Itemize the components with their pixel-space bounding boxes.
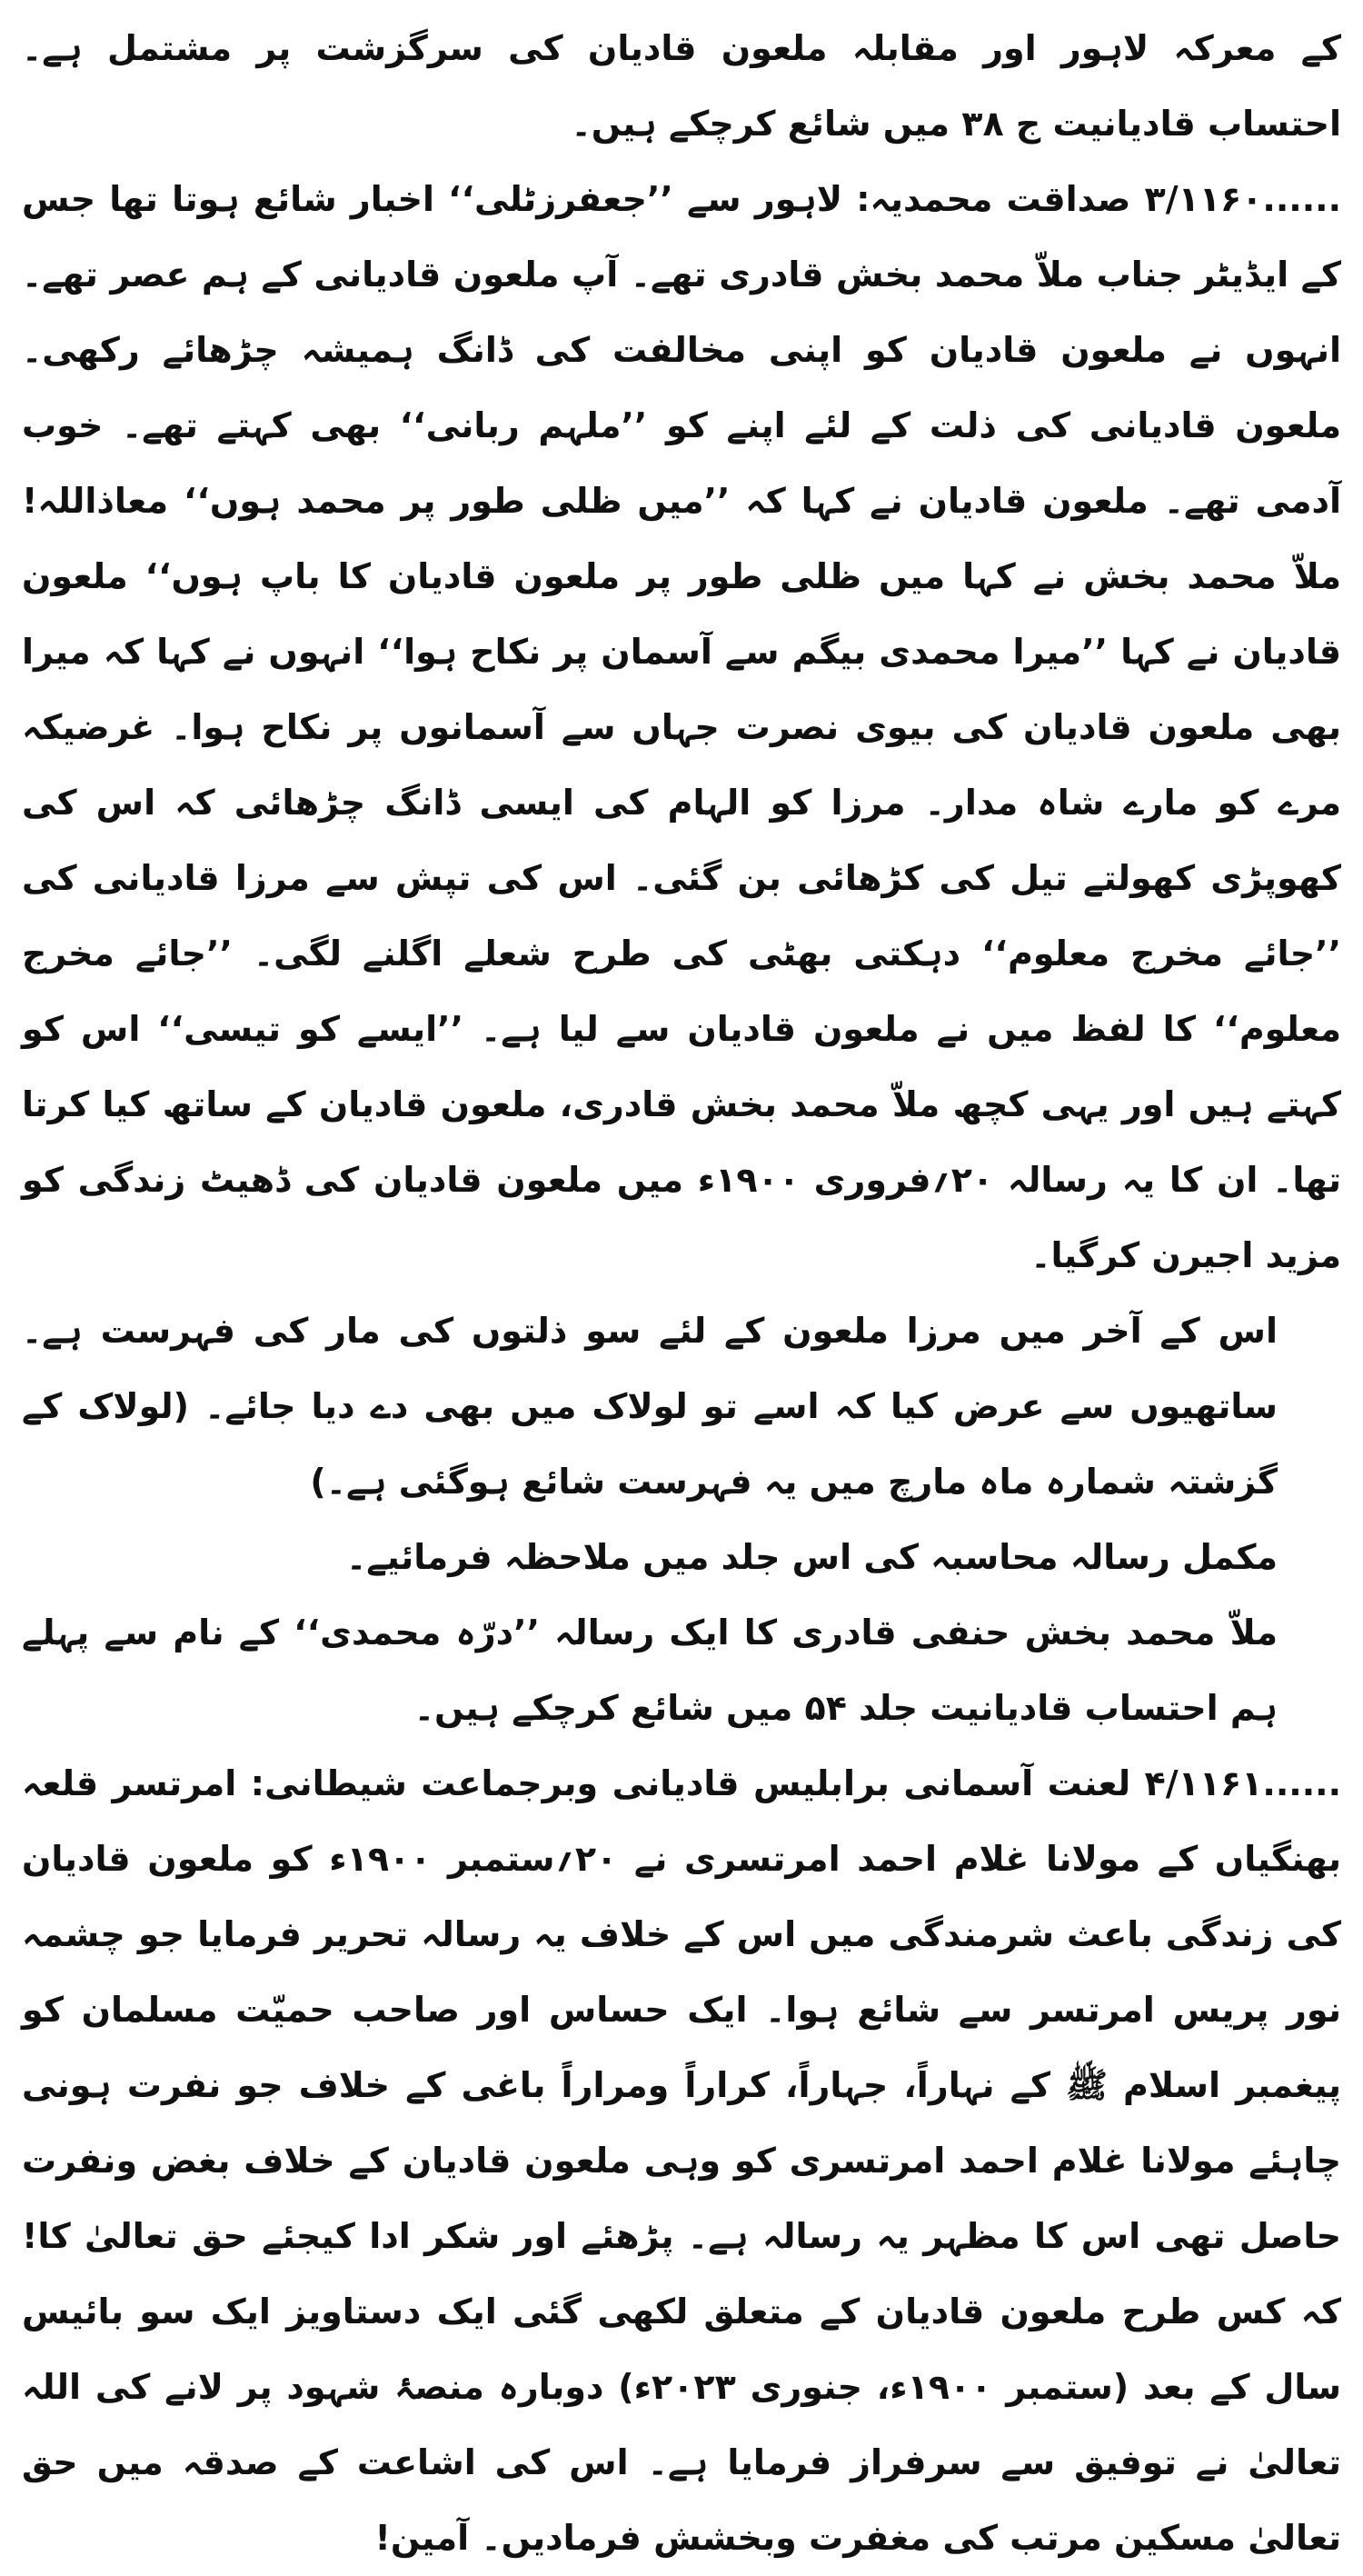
entry-text: لاہور سے ’’جعفرزٹلی‘‘ اخبار شائع ہوتا تھا جس کے ایڈیٹر جناب ملاّ محمد بخش قادری تھے۔ آپ ملعون قادیانی کے ہم عصر تھے۔ انہوں نے ملعون قادیان کو اپنی مخالفت کی ڈانگ ہمیشہ چڑھائے رکھی۔ ملعون قادیانی کی ذلت کے لئے اپنے کو ’’ملہم ربانی‘‘ بھی کہتے تھے۔ خوب آدمی تھے۔ ملعون قادیان نے کہا کہ ’’میں ظلی طور پر محمد ہوں‘‘ معاذاللہ! ملاّ محمد بخش نے کہا میں ظلی طور پر ملعون قادیان کا باپ ہوں‘‘ ملعون قادیان نے کہا ’’میرا محمدی بیگم سے آسمان پر نکاح ہوا‘‘ انہوں نے کہا کہ میرا بھی ملعون قادیان کی بیوی نصرت جہاں سے آسمانوں پر نکاح ہوا۔ غرضیکہ مرے کو مارے شاہ مدار۔ مرزا کو الہام کی ایسی ڈانگ چڑھائی کہ اس کی کھوپڑی کھولتے تیل کی کڑھائی بن گئی۔ اس کی تپش سے مرزا قادیانی کی ’’جائے مخرج معلوم‘‘ دہکتی بھٹی کی طرح شعلے اگلنے لگی۔ ’’جائے مخرج معلوم‘‘ کا لفظ میں نے ملعون قادیان سے لیا ہے۔ ’’ایسے کو تیسی‘‘ اس کو کہتے ہیں اور یہی کچھ ملاّ محمد بخش قادری، ملعون قادیان کے ساتھ کیا کرتا تھا۔ ان کا یہ رسالہ ۲۰؍فروری ۱۹۰۰ء میں ملعون قادیان کی ڈھیٹ زندگی کو مزید اجیرن کرگیا۔ <box>22 179 1342 1275</box>
paragraph-text: کے معرکہ لاہور اور مقابلہ ملعون قادیان کی سرگزشت پر مشتمل ہے۔ احتساب قادیانیت ج ۳۸ میں شائع کرچکے ہیں۔ <box>22 28 1341 144</box>
paragraph-text: مکمل رسالہ محاسبہ کی اس جلد میں ملاحظہ فرمائیے۔ <box>346 1537 1278 1577</box>
entry-heading: لعنت آسمانی برابلیس قادیانی وبرجماعت شیطانی: <box>250 1763 1131 1803</box>
entry-heading: صداقت محمدیہ: <box>856 179 1131 219</box>
paragraph-list-note <box>22 1293 1341 1520</box>
entry-number: ۳/۱۱۶۰...... <box>1144 179 1342 219</box>
entry-3-1160 <box>22 162 1341 1293</box>
entry-number: ۴/۱۱۶۱...... <box>1144 1763 1342 1803</box>
paragraph-intro-continuation <box>22 11 1341 162</box>
entry-text: امرتسر قلعہ بھنگیاں کے مولانا غلام احمد امرتسری نے ۲۰؍ستمبر ۱۹۰۰ء کو ملعون قادیان کی زندگی باعث شرمندگی میں اس کے خلاف یہ رسالہ تحریر فرمایا جو چشمہ نور پریس امرتسر سے شائع ہوا۔ ایک حساس اور صاحب حمیّت مسلمان کو پیغمبر اسلام ﷺ کے نہاراً، جہاراً، کراراً ومراراً باغی کے خلاف جو نفرت ہونی چاہئے مولانا غلام احمد امرتسری کو وہی ملعون قادیان کے خلاف بغض ونفرت حاصل تھی اس کا مظہر یہ رسالہ ہے۔ پڑھئے اور شکر ادا کیجئے حق تعالیٰ کا! کہ کس طرح ملعون قادیان کے متعلق لکھی گئی ایک دستاویز ایک سو بائیس سال کے بعد (ستمبر ۱۹۰۰ء، جنوری ۲۰۲۳ء) دوبارہ منصۂ شہود پر لانے کی اللہ تعالیٰ نے توفیق سے سرفراز فرمایا ہے۔ اس کی اشاعت کے صدقہ میں حق تعالیٰ مسکین مرتب کی مغفرت وبخشش فرمادیں۔ آمین! <box>22 1763 1342 2558</box>
paragraph-text: ملاّ محمد بخش حنفی قادری کا ایک رسالہ ’’درّہ محمدی‘‘ کے نام سے پہلے ہم احتساب قادیانیت جلد ۵۴ میں شائع کرچکے ہیں۔ <box>22 1612 1278 1728</box>
entry-4-1161 <box>22 1746 1341 2576</box>
paragraph-text: اس کے آخر میں مرزا ملعون کے لئے سو ذلتوں کی مار کی فہرست ہے۔ ساتھیوں سے عرض کیا کہ اسے تو لولاک میں بھی دے دیا جائے۔ (لولاک کے گزشتہ شمارہ ماہ مارچ میں یہ فہرست شائع ہوگئی ہے۔) <box>22 1311 1278 1502</box>
document-page <box>22 11 1342 2558</box>
paragraph-full-risala <box>22 1520 1341 1595</box>
paragraph-durra-muhammadi <box>22 1595 1341 1746</box>
